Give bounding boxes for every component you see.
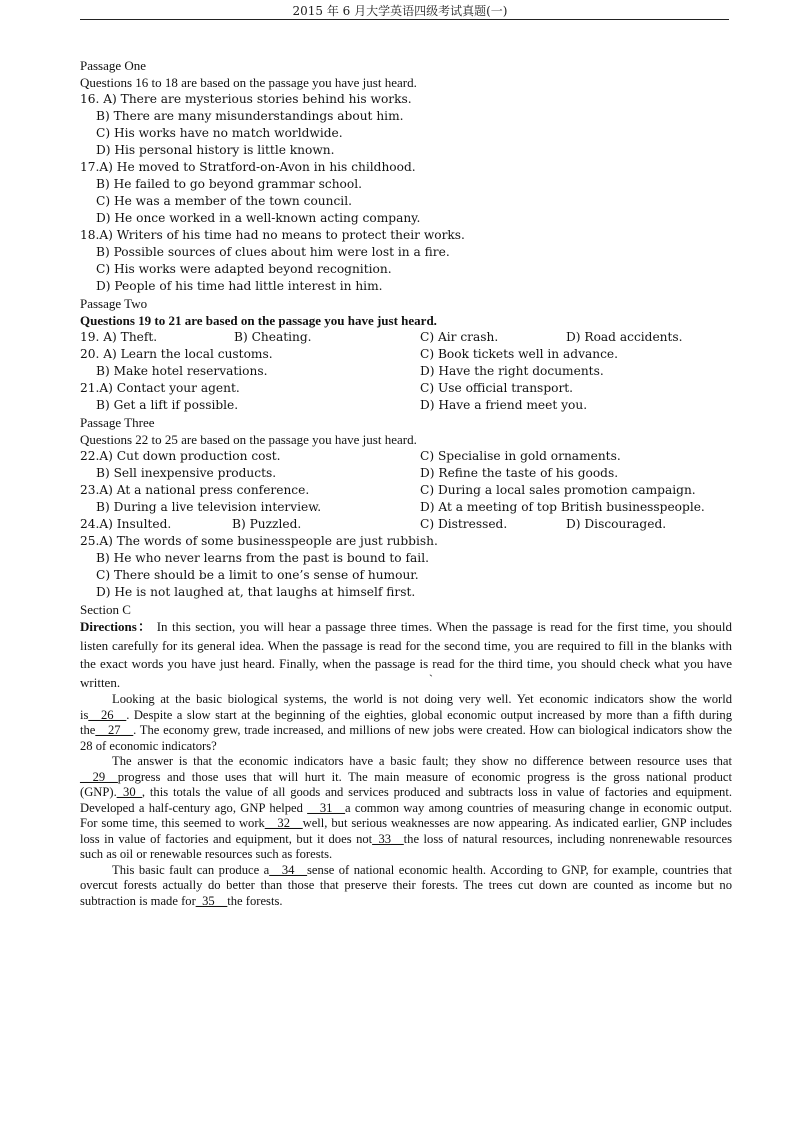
directions-label: Directions：	[80, 619, 153, 634]
q20-option-c: C) Book tickets well in advance.	[420, 347, 619, 361]
q25-option-b: B) He who never learns from the past is bound to fail.	[96, 551, 429, 565]
q21-row-2	[80, 397, 732, 414]
q22-option-c: C) Specialise in gold ornaments.	[420, 449, 621, 463]
q22-row-1	[80, 448, 732, 465]
q17-option-b: B) He failed to go beyond grammar school.	[96, 177, 362, 191]
q20-row-1	[80, 346, 732, 363]
blank-27: __27__	[95, 723, 134, 737]
directions-text: In this section, you will hear a passage three times. When the passage is read for the first time, you should listen carefully for its general idea. When the passage is read for the second time, you are required to fill in the blanks with the exact words you have just heard. Finally, when the passage is read for the third time, you should check what you have written.	[80, 619, 732, 690]
q19-row	[80, 329, 732, 346]
q24-option-b: B) Puzzled.	[232, 517, 302, 531]
q21-option-b: B) Get a lift if possible.	[96, 398, 239, 412]
q18-option-d: D) People of his time had little interest in him.	[96, 279, 383, 293]
q24-option-d: D) Discouraged.	[566, 517, 667, 531]
passage-three-heading: Passage Three	[80, 415, 155, 430]
q21-option-a: 21.A) Contact your agent.	[80, 381, 240, 395]
stray-mark: `	[429, 672, 433, 686]
q19-option-a: 19. A) Theft.	[80, 330, 158, 344]
passage-paragraph-1: Looking at the basic biological systems, the world is not doing very well. Yet economic indicators show the world is__26__. Despite a slow start at the beginning of the eighties, global economic output increased by more than a fifth during the__27__. The economy grew, trade increased, and millions of new jobs were created. How can biological indicators show the 28 of economic indicators?	[80, 692, 732, 753]
q23-row-1	[80, 482, 732, 499]
q19-option-b: B) Cheating.	[234, 330, 312, 344]
q22-row-2	[80, 465, 732, 482]
section-c-directions	[80, 618, 732, 692]
q18-option-a: 18.A) Writers of his time had no means to protect their works.	[80, 228, 465, 242]
passage-paragraph-2: The answer is that the economic indicators have a basic fault; they show no difference between resource uses that __29__progress and those uses that will hurt it. The main measure of economic progress is the gross national product (GNP)._30_, this totals the value of all goods and services produced and subtracts loss in value of factories and equipment. Developed a half-century ago, GNP helped __31__a common way among countries of measuring change in economic output. For some time, this seemed to work__32__well, but serious weaknesses are now appearing. As indicated earlier, GNP includes loss in value of factories and equipment, but it does not_33__the loss of natural resources, including nonrenewable resources such as oil or renewable resources such as forests.	[80, 754, 732, 861]
q20-row-2	[80, 363, 732, 380]
q21-option-c: C) Use official transport.	[420, 381, 574, 395]
q18-option-c: C) His works were adapted beyond recognition.	[96, 262, 392, 276]
q23-option-a: 23.A) At a national press conference.	[80, 483, 310, 497]
q16-option-d: D) His personal history is little known.	[96, 143, 335, 157]
exam-body	[80, 57, 732, 909]
passage-two-instruction: Questions 19 to 21 are based on the passage you have just heard.	[80, 313, 437, 328]
q24-row	[80, 516, 732, 533]
blank-35: _35__	[195, 893, 228, 908]
q16-option-b: B) There are many misunderstandings about him.	[96, 109, 404, 123]
section-c-heading: Section C	[80, 602, 131, 617]
q18-option-b: B) Possible sources of clues about him were lost in a fire.	[96, 245, 450, 259]
q23-row-2	[80, 499, 732, 516]
q17-option-c: C) He was a member of the town council.	[96, 194, 352, 208]
q25-option-c: C) There should be a limit to one’s sense of humour.	[96, 568, 419, 582]
q21-option-d: D) Have a friend meet you.	[420, 398, 588, 412]
q21-row-1	[80, 380, 732, 397]
header-rule	[80, 19, 729, 20]
passage-one-heading: Passage One	[80, 58, 147, 73]
q22-option-a: 22.A) Cut down production cost.	[80, 449, 281, 463]
q16-option-c: C) His works have no match worldwide.	[96, 126, 343, 140]
page-header: 2015 年 6 月大学英语四级考试真题(一)	[292, 4, 508, 18]
q23-option-c: C) During a local sales promotion campaign.	[420, 483, 696, 497]
q19-option-c: C) Air crash.	[420, 330, 499, 344]
blank-29: __29__	[80, 769, 118, 784]
blank-32: __32__	[264, 816, 303, 830]
q20-option-d: D) Have the right documents.	[420, 364, 604, 378]
q17-option-a: 17.A) He moved to Stratford-on-Avon in his childhood.	[80, 160, 416, 174]
q23-option-d: D) At a meeting of top British businesspeople.	[420, 500, 705, 514]
q24-option-c: C) Distressed.	[420, 517, 508, 531]
q19-option-d: D) Road accidents.	[566, 330, 683, 344]
q20-option-b: B) Make hotel reservations.	[96, 364, 268, 378]
passage-two-heading: Passage Two	[80, 296, 148, 311]
blank-31: __31__	[307, 800, 346, 815]
q23-option-b: B) During a live television interview.	[96, 500, 322, 514]
q25-option-a: 25.A) The words of some businesspeople are just rubbish.	[80, 534, 438, 548]
q17-option-d: D) He once worked in a well-known acting company.	[96, 211, 421, 225]
blank-26: __26__	[88, 707, 127, 722]
passage-three-instruction: Questions 22 to 25 are based on the passage you have just heard.	[80, 432, 417, 447]
passage-paragraph-3: This basic fault can produce a__34__sense of national economic health. According to GNP, for example, countries that overcut forests actually do better than those that preserve their forests. The trees cut down are counted as income but no subtraction is made for_35__the forests.	[80, 862, 732, 908]
blank-33: _33__	[372, 831, 404, 846]
q16-option-a: 16. A) There are mysterious stories behind his works.	[80, 92, 412, 106]
q20-option-a: 20. A) Learn the local customs.	[80, 347, 273, 361]
passage-one-instruction: Questions 16 to 18 are based on the passage you have just heard.	[80, 75, 417, 90]
q22-option-b: B) Sell inexpensive products.	[96, 466, 277, 480]
blank-34: __34__	[269, 862, 308, 877]
q22-option-d: D) Refine the taste of his goods.	[420, 466, 619, 480]
q24-option-a: 24.A) Insulted.	[80, 517, 172, 531]
blank-30: _30_	[116, 785, 142, 799]
q25-option-d: D) He is not laughed at, that laughs at himself first.	[96, 585, 416, 599]
